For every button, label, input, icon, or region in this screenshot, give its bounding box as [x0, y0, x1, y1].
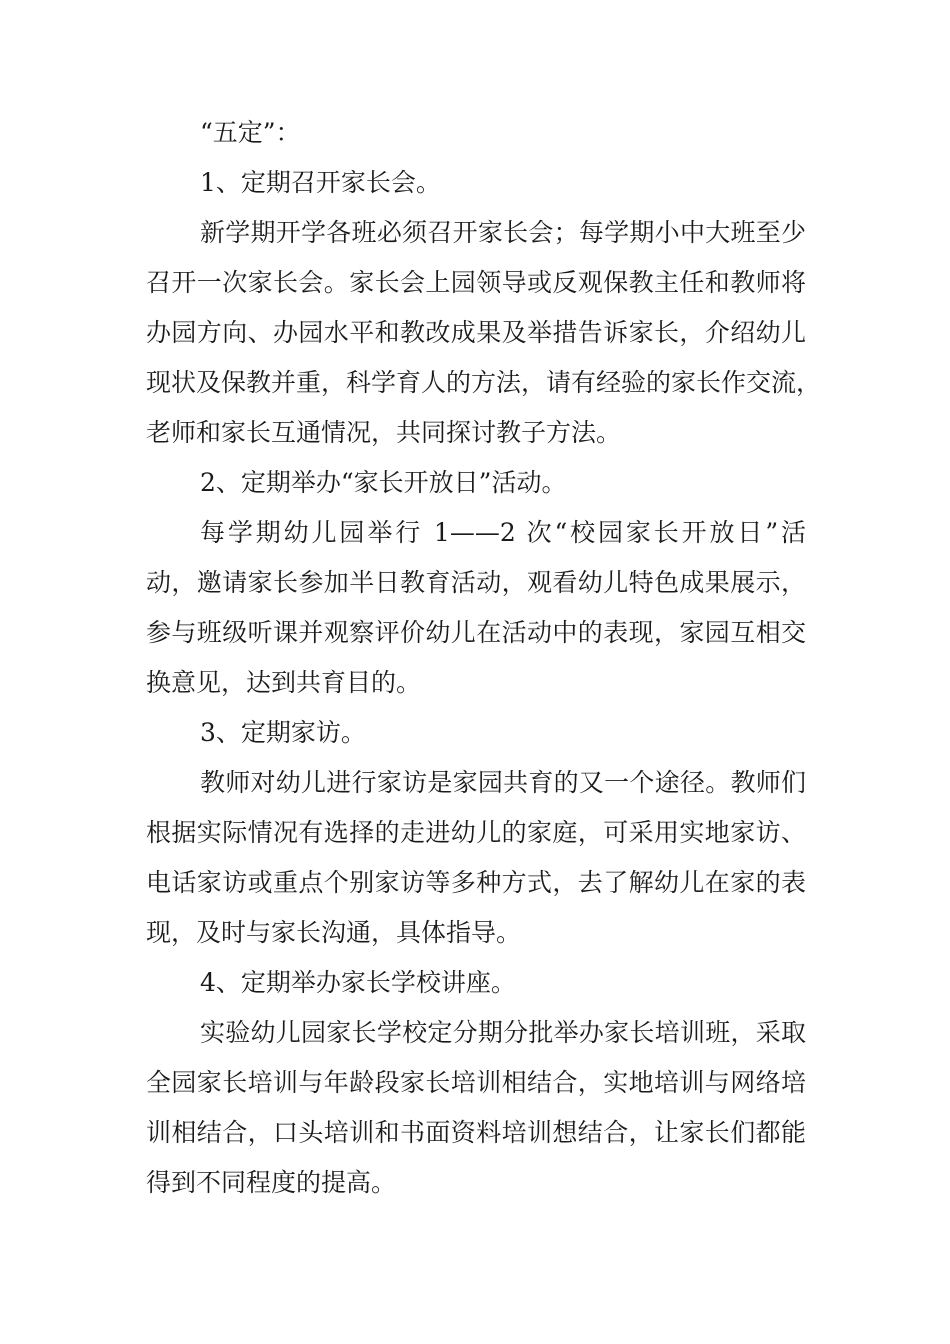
section-2-line: 动，邀请家长参加半日教育活动，观看幼儿特色成果展示， [146, 568, 806, 597]
section-2-line: 换意见，达到共育目的。 [146, 668, 422, 697]
section-3-heading: 3、定期家访。 [200, 718, 366, 747]
section-4-line: 得到不同程度的提高。 [146, 1168, 397, 1197]
section-1-heading: 1、定期召开家长会。 [200, 168, 441, 197]
section-1-line: 新学期开学各班必须召开家长会；每学期小中大班至少 [200, 218, 806, 247]
section-2-line: 参与班级听课并观察评价幼儿在活动中的表现，家园互相交 [146, 618, 806, 647]
section-2-heading: 2、定期举办“家长开放日”活动。 [200, 468, 567, 497]
document-title: “五定”： [200, 118, 301, 147]
section-4-line: 全园家长培训与年龄段家长培训相结合，实地培训与网络培 [146, 1068, 806, 1097]
section-4-heading: 4、定期举办家长学校讲座。 [200, 968, 516, 997]
section-1-line: 现状及保教并重，科学育人的方法，请有经验的家长作交流， [146, 368, 822, 397]
section-1-line: 办园方向、办园水平和教改成果及举措告诉家长，介绍幼儿 [146, 318, 806, 347]
section-3-line: 电话家访或重点个别家访等多种方式，去了解幼儿在家的表 [146, 868, 806, 897]
section-4-line: 实验幼儿园家长学校定分期分批举办家长培训班，采取 [200, 1018, 806, 1047]
section-4-line: 训相结合，口头培训和书面资料培训想结合，让家长们都能 [146, 1118, 806, 1147]
section-3-line: 根据实际情况有选择的走进幼儿的家庭，可采用实地家访、 [146, 818, 806, 847]
section-1-line: 老师和家长互通情况，共同探讨教子方法。 [146, 418, 622, 447]
section-1-line: 召开一次家长会。家长会上园领导或反观保教主任和教师将 [146, 268, 806, 297]
section-3-line: 现，及时与家长沟通，具体指导。 [146, 918, 522, 947]
section-3-line: 教师对幼儿进行家访是家园共育的又一个途径。教师们 [200, 768, 806, 797]
section-2-line: 每学期幼儿园举行 1——2 次“校园家长开放日”活 [200, 518, 806, 547]
